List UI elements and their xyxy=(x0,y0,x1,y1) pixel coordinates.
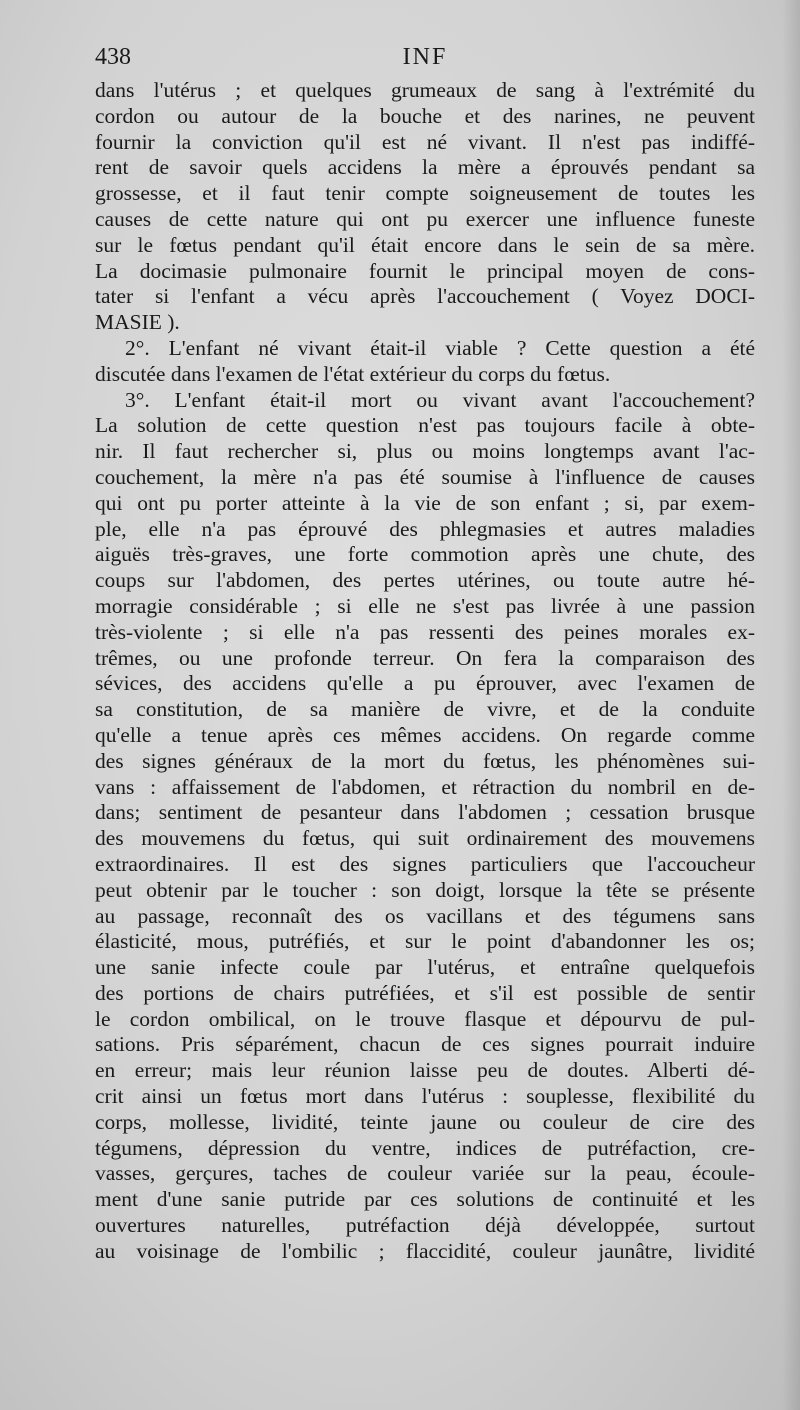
text-line: le cordon ombilical, on le trouve flasque et dépourvu de pul- xyxy=(95,1006,755,1031)
text-line: corps, mollesse, lividité, teinte jaune ou couleur de cire des xyxy=(95,1109,755,1134)
text-line: 3°. L'enfant était-il mort ou vivant avant l'accouchement? xyxy=(125,387,755,412)
text-line: causes de cette nature qui ont pu exercer une influence funeste xyxy=(95,206,755,231)
text-line: au voisinage de l'ombilic ; flaccidité, couleur jaunâtre, lividité xyxy=(95,1238,755,1263)
text-line: dans; sentiment de pesanteur dans l'abdomen ; cessation brusque xyxy=(95,800,755,825)
text-line: sations. Pris séparément, chacun de ces signes pourrait induire xyxy=(95,1032,755,1057)
text-line: dans l'utérus ; et quelques grumeaux de sang à l'extrémité du xyxy=(95,78,755,102)
text-line: rent de savoir quels accidens la mère a éprouvés pendant sa xyxy=(95,155,755,180)
text-line: discutée dans l'examen de l'état extérieur du corps du fœtus. xyxy=(95,361,611,386)
text-line: cordon ou autour de la bouche et des narines, ne peuvent xyxy=(95,103,755,128)
text-line: trêmes, ou une profonde terreur. On fera la comparaison des xyxy=(95,645,755,670)
running-head: INF xyxy=(402,44,448,70)
text-line: des portions de chairs putréfiées, et s'il est possible de sentir xyxy=(95,980,755,1005)
text-line: grossesse, et il faut tenir compte soigneusement de toutes les xyxy=(95,181,755,206)
text-line: peut obtenir par le toucher : son doigt, lorsque la tête se présente xyxy=(95,877,755,902)
text-line: extraordinaires. Il est des signes particuliers que l'accoucheur xyxy=(95,851,755,876)
page-gutter-shadow xyxy=(782,0,800,1410)
page-number: 438 xyxy=(95,44,131,70)
text-line: vasses, gerçures, taches de couleur variée sur la peau, écoule- xyxy=(95,1161,755,1186)
text-line: crit ainsi un fœtus mort dans l'utérus : souplesse, flexibilité du xyxy=(95,1084,755,1109)
text-line: sévices, des accidens qu'elle a pu éprouver, avec l'examen de xyxy=(95,671,755,696)
text-line: La docimasie pulmonaire fournit le principal moyen de cons- xyxy=(95,258,755,283)
text-line: au passage, reconnaît des os vacillans et des tégumens sans xyxy=(95,903,755,928)
text-line: qu'elle a tenue après ces mêmes accidens. On regarde comme xyxy=(95,722,755,747)
text-line: sur le fœtus pendant qu'il était encore dans le sein de sa mère. xyxy=(95,232,755,257)
body-text xyxy=(95,78,755,1265)
text-line: une sanie infecte coule par l'utérus, et entraîne quelquefois xyxy=(95,955,755,980)
text-line: coups sur l'abdomen, des pertes utérines, ou toute autre hé- xyxy=(95,568,755,593)
text-line: La solution de cette question n'est pas toujours facile à obte- xyxy=(95,413,755,438)
text-line: des mouvemens du fœtus, qui suit ordinairement des mouvemens xyxy=(95,826,755,851)
text-line: couchement, la mère n'a pas été soumise à l'influence de causes xyxy=(95,464,755,489)
page-header xyxy=(95,44,755,78)
text-line: morragie considérable ; si elle ne s'est pas livrée à une passion xyxy=(95,593,755,618)
text-line: 2°. L'enfant né vivant était-il viable ? Cette question a été xyxy=(125,335,755,360)
text-line: tégumens, dépression du ventre, indices de putréfaction, cre- xyxy=(95,1135,755,1160)
text-line: MASIE ). xyxy=(95,310,180,335)
text-line: aiguës très-graves, une forte commotion après une chute, des xyxy=(95,542,755,567)
text-line: ouvertures naturelles, putréfaction déjà développée, surtout xyxy=(95,1213,755,1238)
text-line: des signes généraux de la mort du fœtus, les phénomènes sui- xyxy=(95,748,755,773)
text-line: très-violente ; si elle n'a pas ressenti des peines morales ex- xyxy=(95,619,755,644)
text-line: qui ont pu porter atteinte à la vie de son enfant ; si, par exem- xyxy=(95,490,755,515)
text-line: fournir la conviction qu'il est né vivant. Il n'est pas indiffé- xyxy=(95,129,755,154)
text-line: nir. Il faut rechercher si, plus ou moins longtemps avant l'ac- xyxy=(95,439,755,464)
text-line: ple, elle n'a pas éprouvé des phlegmasies et autres maladies xyxy=(95,516,755,541)
text-line: tater si l'enfant a vécu après l'accouchement ( Voyez DOCI- xyxy=(95,284,755,309)
text-line: en erreur; mais leur réunion laisse peu de doutes. Alberti dé- xyxy=(95,1058,755,1083)
text-line: élasticité, mous, putréfiés, et sur le point d'abandonner les os; xyxy=(95,929,755,954)
text-line: vans : affaissement de l'abdomen, et rétraction du nombril en de- xyxy=(95,774,755,799)
text-line: ment d'une sanie putride par ces solutions de continuité et les xyxy=(95,1187,755,1212)
text-line: sa constitution, de sa manière de vivre, et de la conduite xyxy=(95,697,755,722)
